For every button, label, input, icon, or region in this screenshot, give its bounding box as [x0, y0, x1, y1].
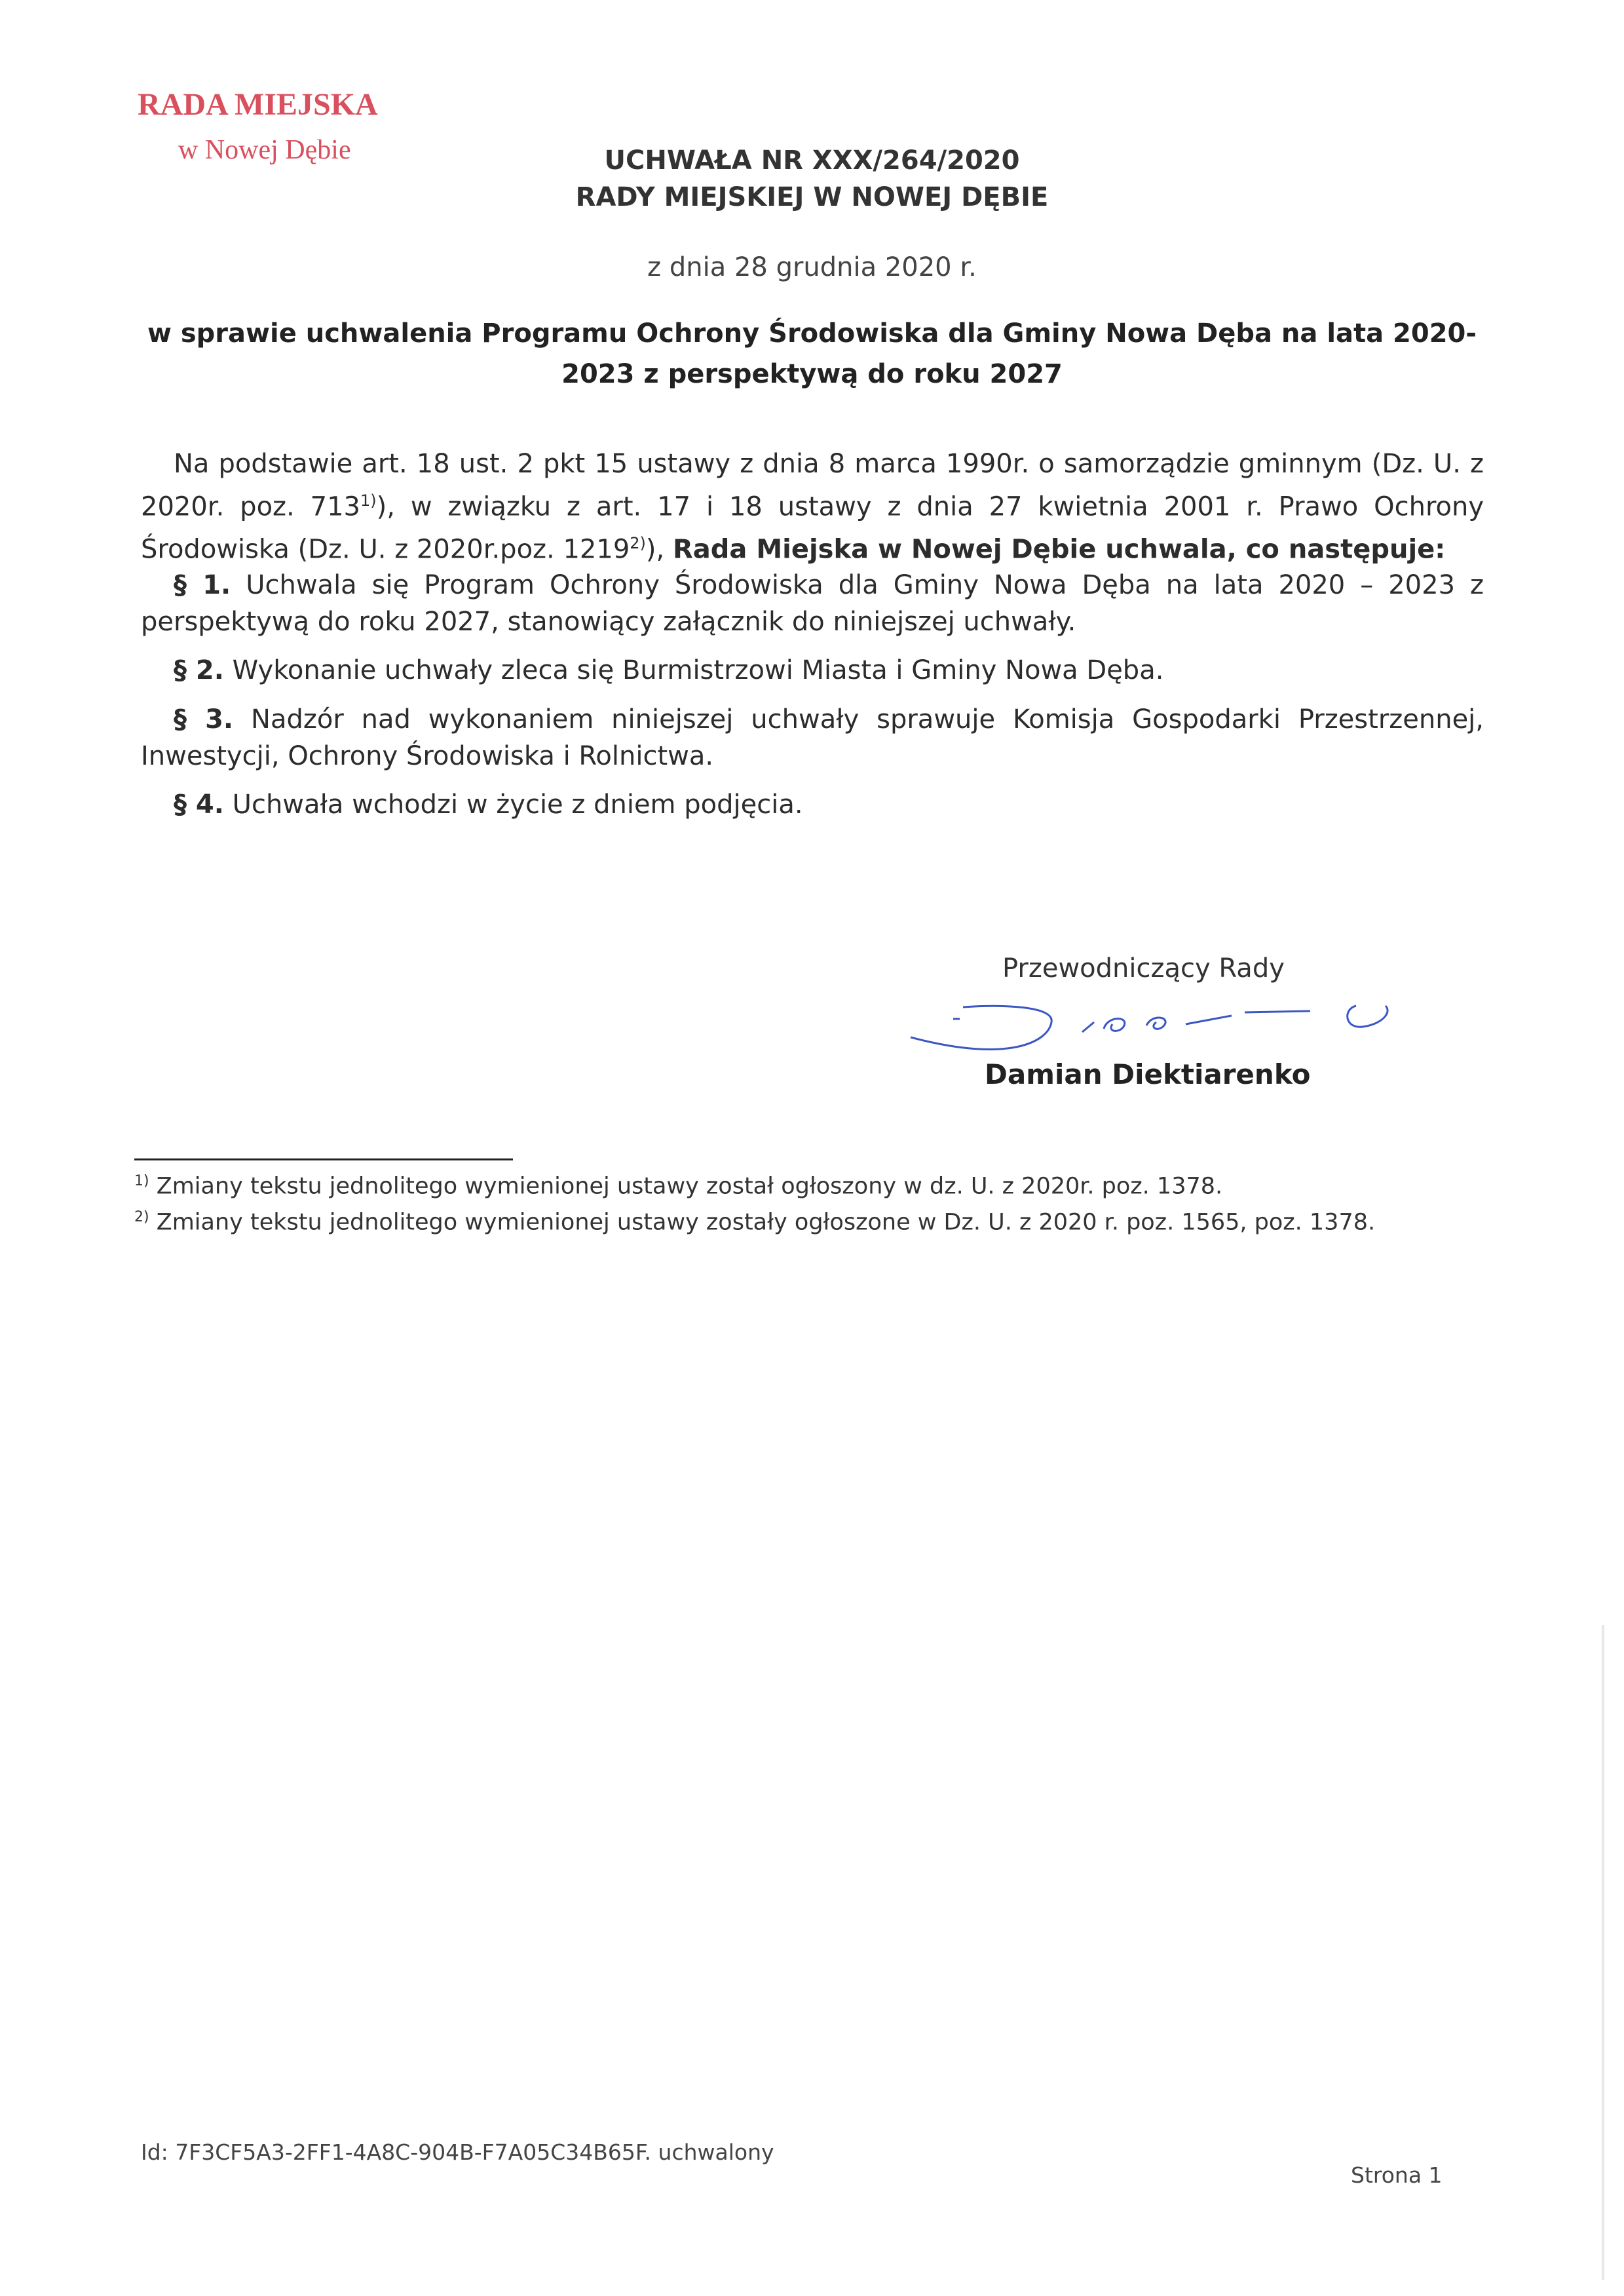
footnote-mark: 2) [134, 1209, 149, 1225]
section-number: § 4. [174, 790, 224, 820]
resolution-date: z dnia 28 grudnia 2020 r. [647, 252, 977, 282]
section-text: Uchwala się Program Ochrony Środowiska dla Gminy Nowa Dęba na lata 2020 – 2023 z perspektywą do roku 2027, stanowiący załącznik do niniejszej uchwały. [141, 570, 1484, 637]
section-3 [141, 701, 1484, 775]
footnote-text: Zmiany tekstu jednolitego wymienionej ustawy został ogłoszony w dz. U. z 2020r. poz. 1378. [149, 1173, 1223, 1200]
section-1 [141, 567, 1484, 640]
footnote-mark: 1) [134, 1173, 149, 1189]
section-number: § 2. [174, 655, 224, 685]
section-text: Nadzór nad wykonaniem niniejszej uchwały sprawuje Komisja Gospodarki Przestrzennej, Inwestycji, Ochrony Środowiska i Rolnictwa. [141, 704, 1484, 771]
footnote-text: Zmiany tekstu jednolitego wymienionej ustawy zostały ogłoszone w Dz. U. z 2020 r. poz. 1565, poz. 1378. [149, 1209, 1376, 1236]
stamp-line2: w Nowej Dębie [178, 135, 351, 165]
signatory-name: Damian Diektiarenko [985, 1058, 1311, 1090]
resolution-title: UCHWAŁA NR XXX/264/2020 [604, 145, 1020, 176]
stamp-line1: RADA MIEJSKA [138, 87, 378, 122]
scan-edge [1602, 1625, 1604, 2280]
footnote-1 [134, 1173, 1222, 1200]
preamble-bold: Rada Miejska w Nowej Dębie uchwala, co następuje: [672, 534, 1446, 565]
section-number: § 1. [174, 570, 231, 600]
subject-line2: 2023 z perspektywą do roku 2027 [561, 359, 1063, 389]
footnote-divider [134, 1158, 513, 1160]
resolution-body: RADY MIEJSKIEJ W NOWEJ DĘBIE [575, 182, 1049, 212]
preamble-text1: Na podstawie art. 18 ust. 2 pkt 15 ustawy z dnia 8 marca 1990r. o samorządzie gminnym (Dz. U. z 2020r. poz. 713 [141, 449, 1484, 522]
subject-line1: w sprawie uchwalenia Programu Ochrony Środowiska dla Gminy Nowa Dęba na lata 2020- [147, 318, 1477, 349]
footnote-ref-1: 1) [360, 491, 377, 510]
preamble-text2: ), w związku z art. 17 i 18 ustawy z dnia 27 kwietnia 2001 r. Prawo Ochrony Środowiska (Dz. U. z 2020r.poz. 1219 [141, 491, 1484, 565]
section-text: Uchwała wchodzi w życie z dniem podjęcia. [223, 790, 803, 820]
footnote-ref-2: 2) [630, 534, 646, 553]
signatory-role: Przewodniczący Rady [1002, 953, 1285, 984]
section-text: Wykonanie uchwały zleca się Burmistrzowi Miasta i Gminy Nowa Dęba. [223, 655, 1164, 685]
section-4 [141, 786, 1484, 823]
preamble [141, 446, 1484, 568]
document-id: Id: 7F3CF5A3-2FF1-4A8C-904B-F7A05C34B65F. uchwalony [141, 2139, 774, 2165]
footnote-2 [134, 1209, 1375, 1236]
section-number: § 3. [174, 704, 234, 735]
section-2 [141, 652, 1484, 689]
page-number: Strona 1 [1351, 2162, 1443, 2188]
preamble-text3: ), [645, 534, 673, 565]
